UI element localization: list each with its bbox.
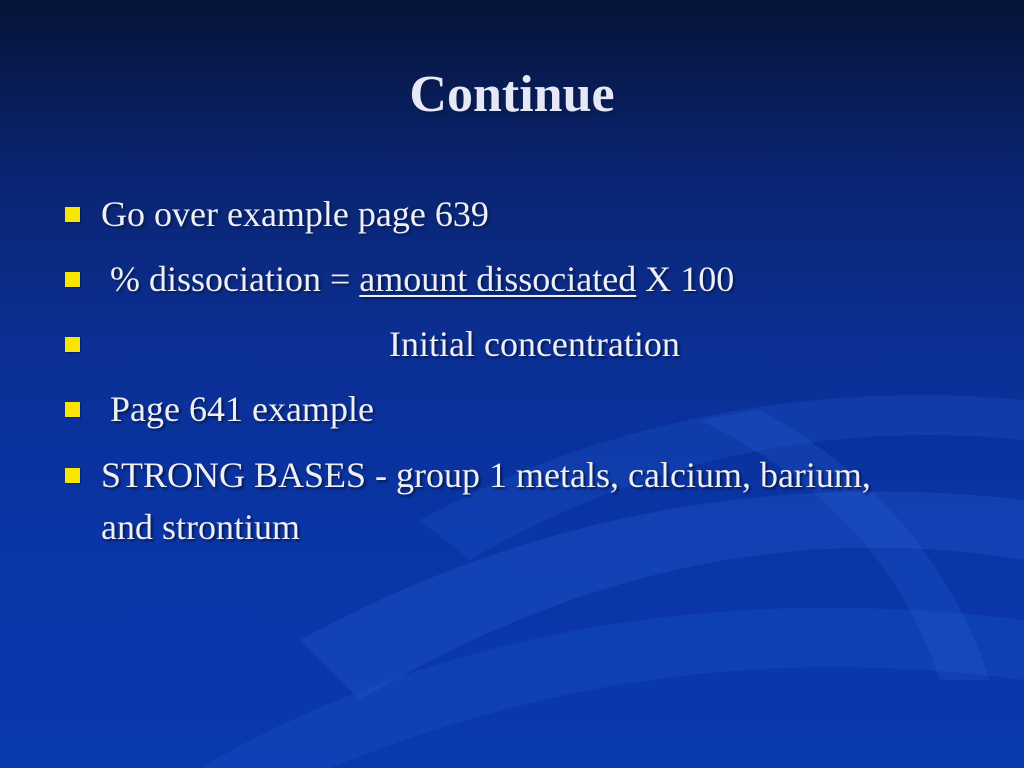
bullet-text: Go over example page 639 <box>101 194 489 234</box>
bullet-text <box>101 253 981 305</box>
bullet-square-icon <box>65 468 80 483</box>
bullet-square-icon <box>65 337 80 352</box>
bullet-square-icon <box>65 272 80 287</box>
bullet-text-prefix: % dissociation = <box>101 259 360 299</box>
underlined-term: amount dissociated <box>359 259 637 299</box>
bullet-square-icon <box>65 402 80 417</box>
bullet-text: Page 641 example <box>101 389 374 429</box>
slide-title: Continue <box>409 66 615 123</box>
bullet-square-icon <box>65 207 80 222</box>
bullet-text: STRONG BASES - group 1 metals, calcium, barium, and strontium <box>101 455 871 547</box>
bullet-text: Initial concentration <box>101 324 680 364</box>
bullet-text-suffix: X 100 <box>636 259 735 299</box>
